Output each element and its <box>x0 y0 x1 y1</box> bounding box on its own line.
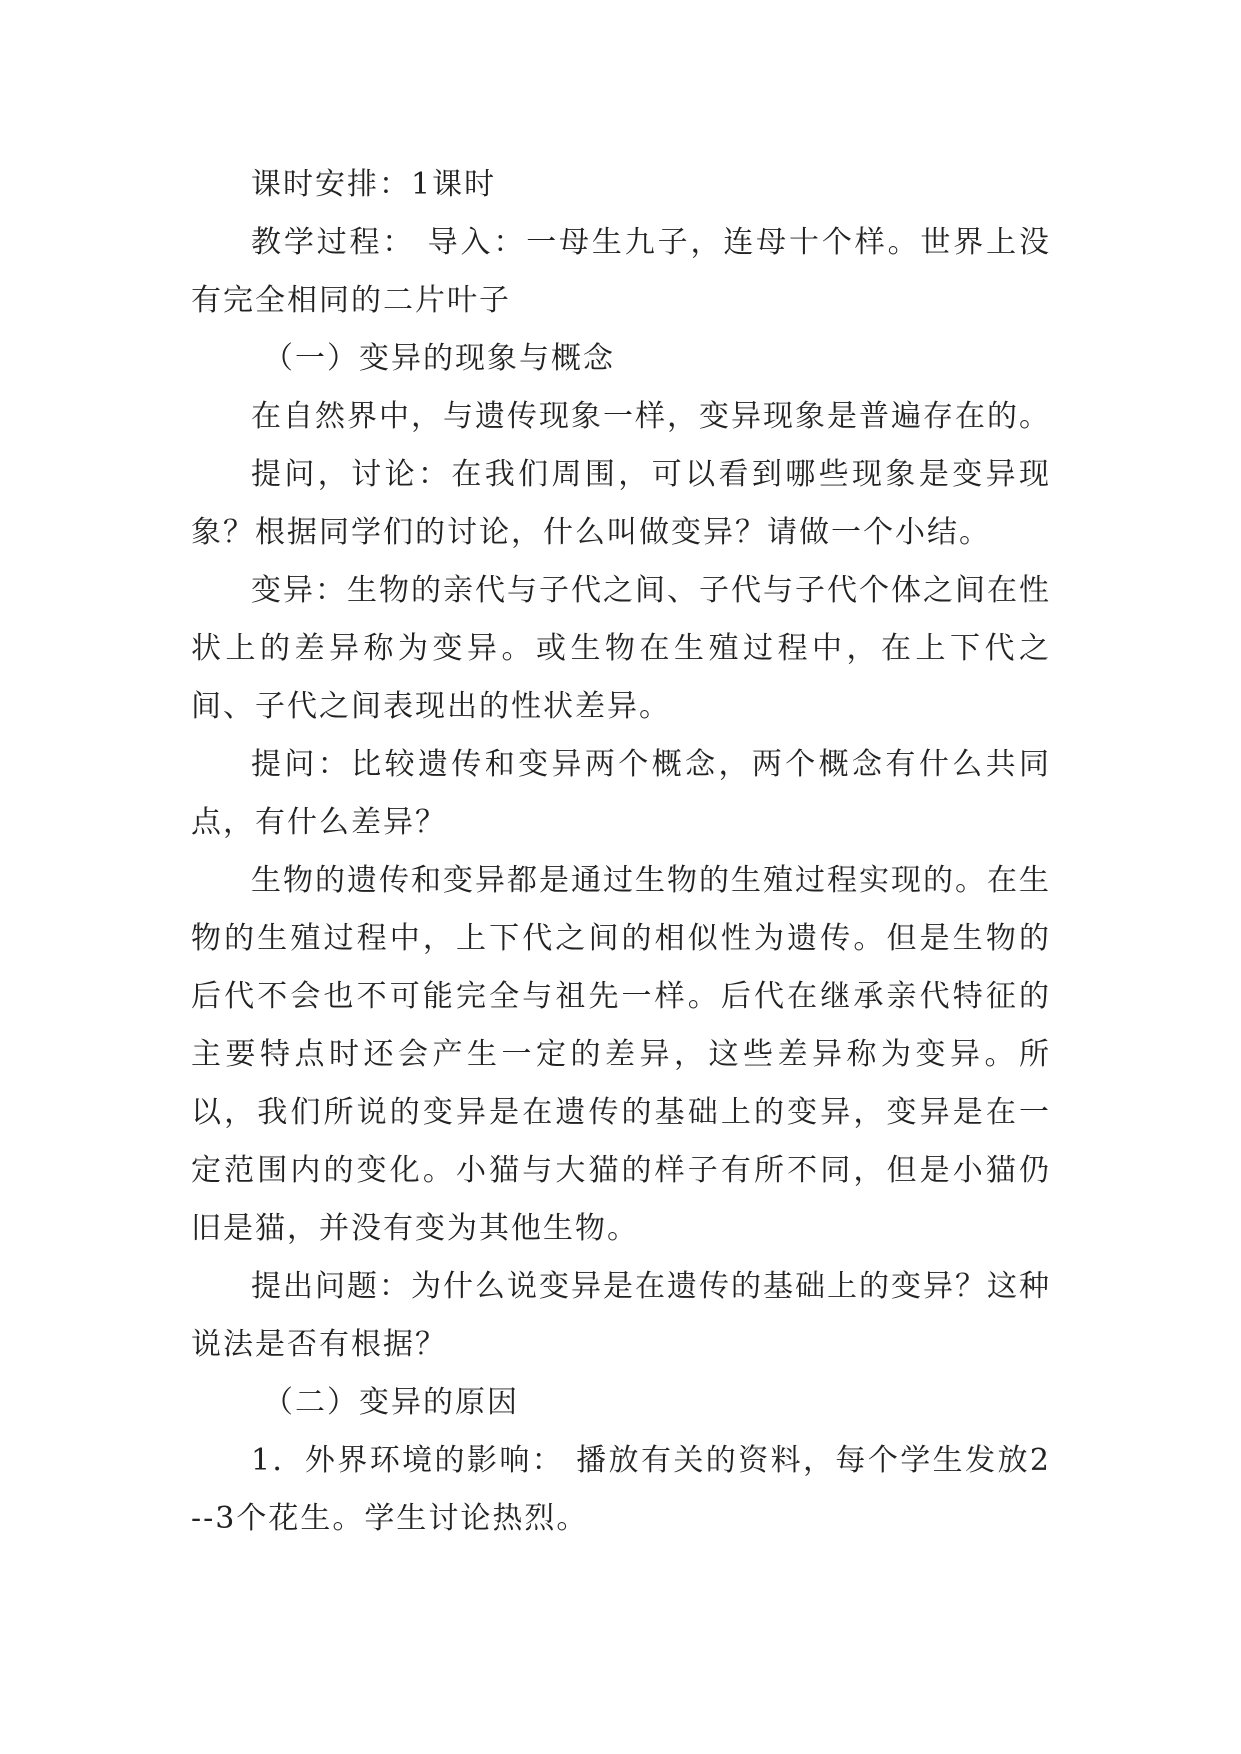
paragraph: 在自然界中，与遗传现象一样，变异现象是普遍存在的。 <box>251 399 1051 434</box>
teaching-process-intro: 教学过程： 导入：一母生九子，连母十个样。世界上没有完全相同的二片叶子 <box>191 225 1051 318</box>
section-heading-2: （二）变异的原因 <box>263 1385 519 1420</box>
section-heading-1: （一）变异的现象与概念 <box>263 341 615 376</box>
document-body <box>191 156 1051 1548</box>
lesson-schedule: 课时安排：1课时 <box>251 167 497 202</box>
paragraph: 生物的遗传和变异都是通过生物的生殖过程实现的。在生物的生殖过程中，上下代之间的相似性为遗传。但是生物的后代不会也不可能完全与祖先一样。后代在继承亲代特征的主要特点时还会产生一定的差异，这些差异称为变异。所以，我们所说的变异是在遗传的基础上的变异，变异是在一定范围内的变化。小猫与大猫的样子有所不同，但是小猫仍旧是猫，并没有变为其他生物。 <box>191 863 1051 1246</box>
paragraph: 1．外界环境的影响： 播放有关的资料，每个学生发放2--3个花生。学生讨论热烈。 <box>191 1443 1051 1536</box>
paragraph: 变异：生物的亲代与子代之间、子代与子代个体之间在性状上的差异称为变异。或生物在生殖过程中，在上下代之间、子代之间表现出的性状差异。 <box>191 573 1051 724</box>
paragraph: 提出问题：为什么说变异是在遗传的基础上的变异？这种说法是否有根据？ <box>191 1269 1051 1362</box>
paragraph: 提问：比较遗传和变异两个概念，两个概念有什么共同点，有什么差异？ <box>191 747 1051 840</box>
paragraph: 提问，讨论：在我们周围，可以看到哪些现象是变异现象？根据同学们的讨论，什么叫做变异？请做一个小结。 <box>191 457 1051 550</box>
